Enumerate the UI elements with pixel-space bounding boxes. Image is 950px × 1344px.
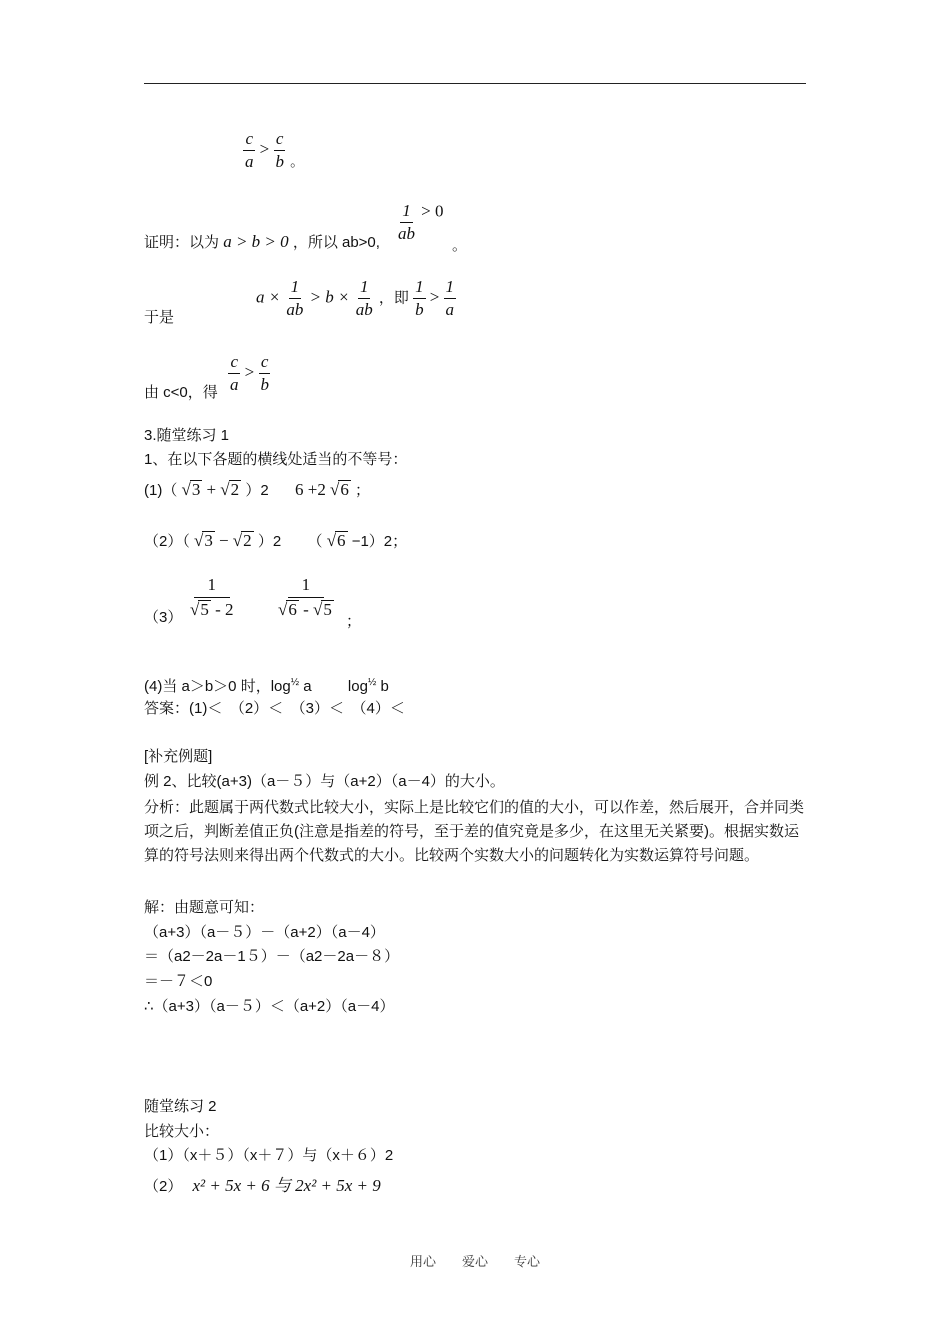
page-footer: 用心 爱心 专心: [409, 1254, 540, 1269]
header-rule: [144, 83, 806, 84]
practice-2-title: 随堂练习 2: [144, 1098, 217, 1115]
line-yushi-label: 于是: [144, 309, 175, 326]
solution-intro: 解：由题意可知：: [144, 899, 265, 916]
question-1: (1)（ √3 + √2 ）2 6 +2 √6 ；: [144, 480, 371, 499]
solution-step-1: （a+3）（a－５）－（a+2）（a－4）: [144, 924, 385, 941]
question-3-fraction-1: $\frac{1}{√5 - 2}$: [190, 575, 234, 619]
line-c-negative: 由 c<0，得: [144, 384, 218, 401]
practice-item-2: （2） x² + 5x + 6 与 2x² + 5x + 9: [144, 1176, 381, 1195]
result-inequality: $\frac{c}{a}$ > $\frac{c}{b}$: [230, 352, 269, 394]
question-2: （2）（ √3 − √2 ）2 （ √6 −1）2；: [144, 531, 408, 550]
solution-conclusion: ∴（a+3）（a－５）＜（a+2）（a－4）: [144, 998, 395, 1015]
practice-item-1: （1）（x＋５）（x＋７）与（x＋６）2: [144, 1147, 394, 1164]
solution-step-2: ＝（a2－2a－1５）－（a2－2a－８）: [144, 948, 400, 965]
question-4: (4)当 a＞b＞0 时，$\log^{\frac{1}{2}} a$ $\log^{\frac{1}{2}} b$: [144, 677, 389, 695]
analysis-paragraph: 分析：此题属于两代数式比较大小，实际上是比较它们的值的大小，可以作差，然后展开，合并同类项之后，判断差值正负(注意是指差的符号，至于差的值究竟是多少，在这里无关紧要)。根据实数运算的符号法则来得出两个代数式的大小。比较两个实数大小的问题转化为实数运算符号问题。: [144, 799, 805, 864]
question-3-fraction-2: $\frac{1}{√6 - √5}$: [278, 575, 332, 619]
multiply-inequality: a × $\frac{1}{ab}$ > b × $\frac{1}{ab}$ ，即 $\frac{1}{b}$ > $\frac{1}{a}$: [256, 277, 454, 319]
question-intro: 1、在以下各题的横线处适当的不等号：: [144, 451, 408, 468]
answers: 答案：(1)＜ （2）＜ （3）＜ （4）＜: [144, 700, 405, 717]
question-3-end: ；: [346, 613, 362, 630]
compare-label: 比较大小：: [144, 1123, 220, 1140]
proof-line: 证明：以为 a > b > 0 ，所以 ab>0,: [144, 232, 380, 251]
section-title: 3.随堂练习 1: [144, 427, 230, 444]
solution-step-3: ＝－７＜0: [144, 973, 213, 990]
proof-fraction: $\frac{1}{ab}$ > 0: [398, 201, 444, 243]
inequality-c-over-a-gt-c-over-b: $\frac{c}{a}$ > $\frac{c}{b}$ 。: [245, 129, 305, 171]
proof-period: 。: [452, 237, 468, 254]
example-2: 例 2、比较(a+3)（a－５）与（a+2）（a－4）的大小。: [144, 773, 505, 790]
question-3-label: （3）: [144, 609, 183, 626]
supplement-title: [补充例题]: [144, 748, 213, 765]
